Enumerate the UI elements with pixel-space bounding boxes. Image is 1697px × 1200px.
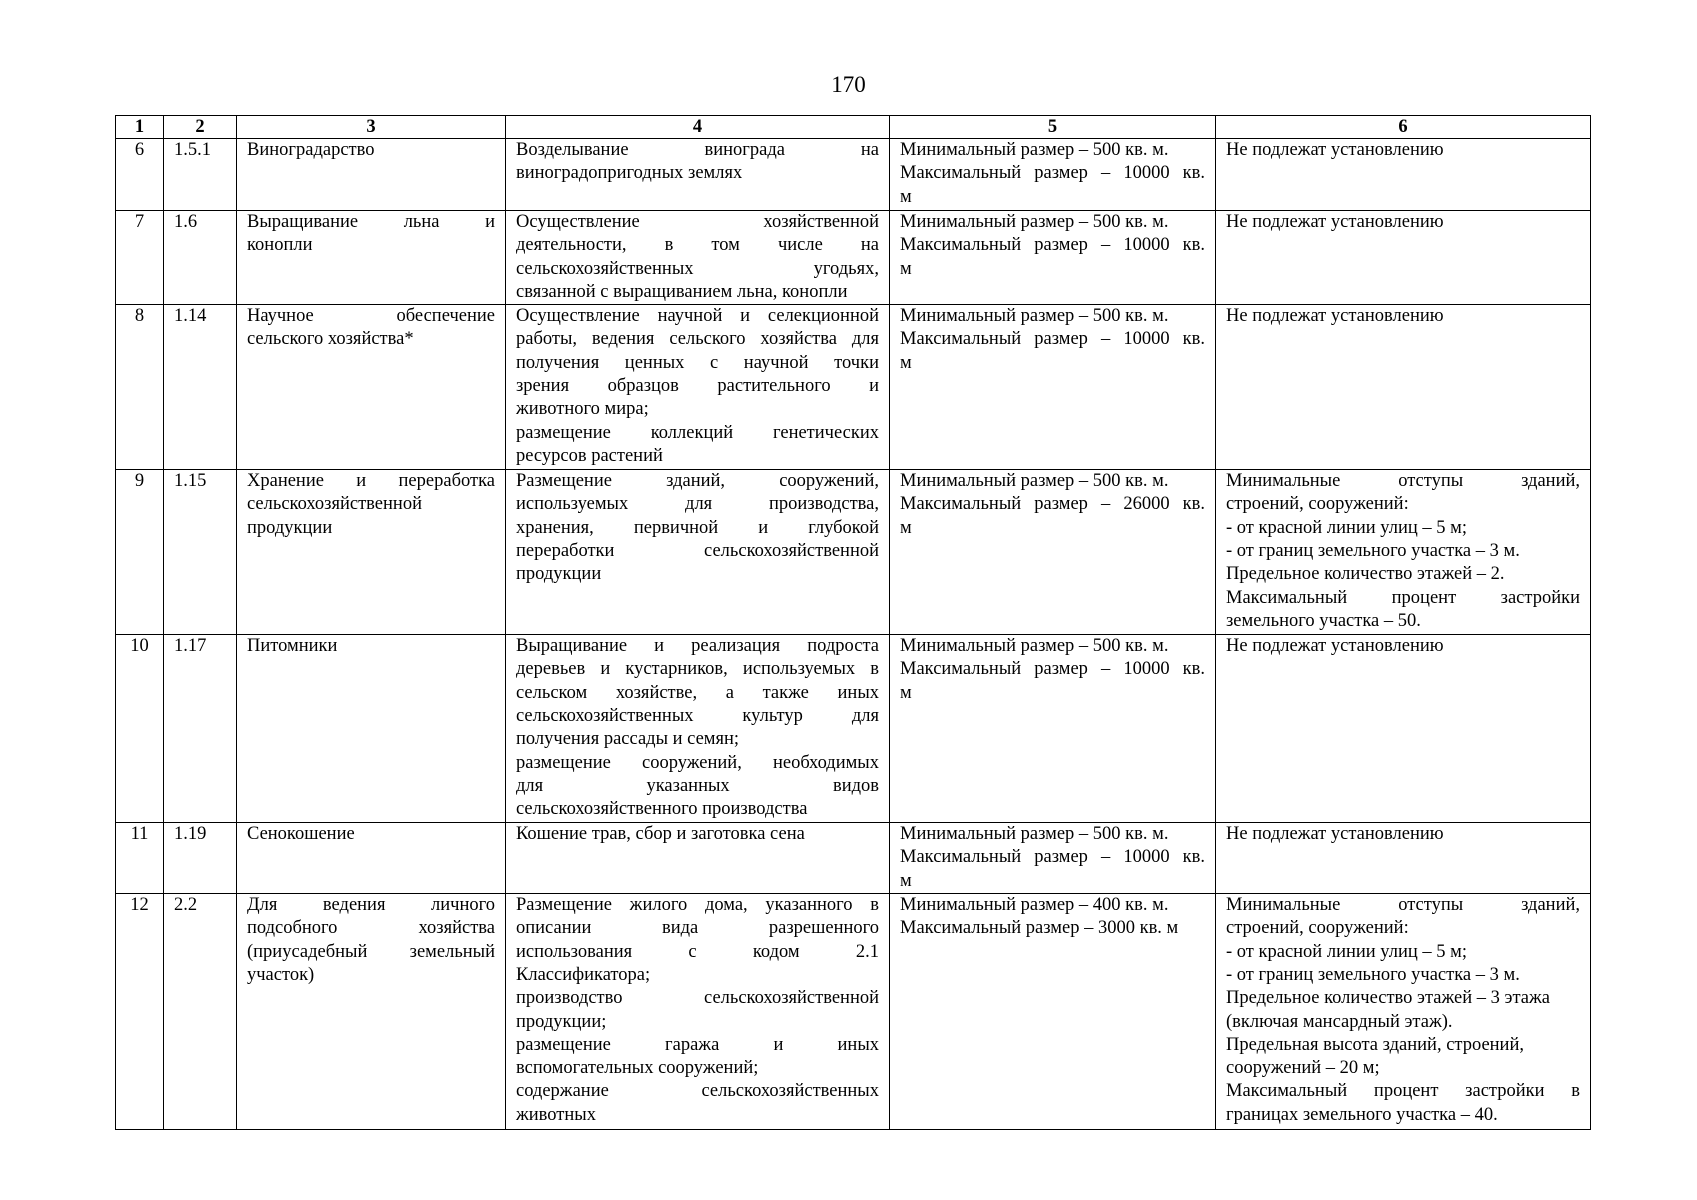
- plot-size-line: Минимальный размер – 500 кв. м.: [900, 824, 1169, 845]
- plot-size-line: Максимальный размер – 10000 кв.: [900, 659, 1205, 680]
- building-limits: [1216, 139, 1591, 211]
- land-use-description-line: зрения образцов растительного и: [516, 376, 879, 397]
- land-use-description: [506, 823, 890, 894]
- building-limits: [1216, 894, 1591, 1130]
- plot-size: [890, 211, 1216, 305]
- plot-size-line: Максимальный размер – 10000 кв.: [900, 329, 1205, 350]
- land-use-code: 1.19: [164, 823, 237, 894]
- land-use-name-line: сельскохозяйственной: [247, 494, 422, 515]
- building-limits-line: - от красной линии улиц – 5 м;: [1226, 517, 1467, 538]
- table-row: [116, 139, 1591, 211]
- plot-size-line: м: [900, 870, 912, 891]
- building-limits-line: Не подлежат установлению: [1226, 636, 1444, 657]
- land-use-description-line: используемых для производства,: [516, 494, 879, 515]
- land-use-name-line: Питомники: [247, 636, 338, 657]
- plot-size-line: м: [900, 517, 912, 538]
- land-use-description-line: деятельности, в том числе на: [516, 235, 879, 256]
- land-use-name-line: продукции: [247, 517, 333, 538]
- table-row: [116, 823, 1591, 894]
- land-use-description-line: размещение гаража и иных: [516, 1034, 879, 1055]
- building-limits-line: Предельное количество этажей – 3 этажа: [1226, 988, 1550, 1009]
- land-use-code: 2.2: [164, 894, 237, 1130]
- plot-size-line: Минимальный размер – 500 кв. м.: [900, 306, 1169, 327]
- land-use-description-line: животного мира;: [516, 399, 649, 420]
- plot-size: [890, 470, 1216, 635]
- land-use-name-line: Для ведения личного: [247, 895, 495, 916]
- land-use-description-line: производство сельскохозяйственной: [516, 988, 879, 1009]
- land-use-description: [506, 635, 890, 823]
- table-row: [116, 211, 1591, 305]
- building-limits-line: земельного участка – 50.: [1226, 610, 1421, 631]
- land-use-description: [506, 305, 890, 470]
- column-header-2: 2: [164, 116, 237, 139]
- land-use-description-line: хранения, первичной и глубокой: [516, 517, 879, 538]
- building-limits-line: строений, сооружений:: [1226, 918, 1409, 939]
- building-limits: [1216, 305, 1591, 470]
- land-use-description-line: ресурсов растений: [516, 445, 663, 466]
- building-limits-line: Не подлежат установлению: [1226, 140, 1444, 160]
- land-use-description-line: продукции;: [516, 1011, 607, 1032]
- land-use-name: [237, 305, 506, 470]
- land-use-name-line: Хранение и переработка: [247, 471, 495, 492]
- land-use-description-line: сельскохозяйственных угодьях,: [516, 258, 879, 279]
- land-use-table: [115, 115, 1591, 1130]
- land-use-description-line: переработки сельскохозяйственной: [516, 541, 879, 562]
- land-use-description-line: Осуществление научной и селекционной: [516, 306, 879, 327]
- plot-size-line: Максимальный размер – 10000 кв.: [900, 847, 1205, 868]
- land-use-description-line: Выращивание и реализация подроста: [516, 636, 879, 657]
- plot-size: [890, 305, 1216, 470]
- land-use-description-line: получения рассады и семян;: [516, 729, 740, 750]
- plot-size: [890, 635, 1216, 823]
- land-use-name: [237, 470, 506, 635]
- building-limits-line: сооружений – 20 м;: [1226, 1058, 1380, 1079]
- plot-size-line: м: [900, 186, 912, 207]
- land-use-name-line: (приусадебный земельный: [247, 941, 495, 962]
- land-use-name: [237, 823, 506, 894]
- building-limits-line: - от красной линии улиц – 5 м;: [1226, 941, 1467, 962]
- table-row: [116, 635, 1591, 823]
- land-use-name-line: Выращивание льна и: [247, 212, 495, 232]
- plot-size-line: Максимальный размер – 3000 кв. м: [900, 918, 1179, 939]
- building-limits-line: Максимальный процент застройки: [1226, 587, 1580, 608]
- land-use-name: [237, 139, 506, 211]
- column-header-3: 3: [237, 116, 506, 139]
- column-header-1: 1: [116, 116, 164, 139]
- row-number: 6: [116, 139, 164, 211]
- row-number: 10: [116, 635, 164, 823]
- land-use-description-line: животных: [516, 1104, 596, 1125]
- plot-size-line: Минимальный размер – 500 кв. м.: [900, 140, 1169, 160]
- land-use-description-line: Классификатора;: [516, 964, 651, 985]
- land-use-name-line: Виноградарство: [247, 140, 375, 160]
- building-limits: [1216, 635, 1591, 823]
- land-use-name-line: подсобного хозяйства: [247, 918, 495, 939]
- table-row: [116, 470, 1591, 635]
- building-limits: [1216, 823, 1591, 894]
- plot-size-line: Минимальный размер – 500 кв. м.: [900, 471, 1169, 492]
- building-limits-line: Минимальные отступы зданий,: [1226, 895, 1580, 916]
- building-limits: [1216, 211, 1591, 305]
- land-use-description-line: сельскохозяйственных культур для: [516, 706, 879, 727]
- land-use-code: 1.5.1: [164, 139, 237, 211]
- plot-size: [890, 894, 1216, 1130]
- building-limits-line: Не подлежат установлению: [1226, 212, 1444, 232]
- land-use-description-line: для указанных видов: [516, 775, 879, 796]
- building-limits: [1216, 470, 1591, 635]
- plot-size-line: Минимальный размер – 500 кв. м.: [900, 636, 1169, 657]
- land-use-name: [237, 211, 506, 305]
- column-header-5: 5: [890, 116, 1216, 139]
- land-use-code: 1.17: [164, 635, 237, 823]
- row-number: 11: [116, 823, 164, 894]
- land-use-description-line: размещение коллекций генетических: [516, 422, 879, 443]
- plot-size-line: м: [900, 258, 912, 279]
- building-limits-line: Максимальный процент застройки в: [1226, 1081, 1580, 1102]
- land-use-code: 1.6: [164, 211, 237, 305]
- plot-size: [890, 139, 1216, 211]
- land-use-description-line: связанной с выращиванием льна, конопли: [516, 281, 848, 302]
- building-limits-line: Предельное количество этажей – 2.: [1226, 564, 1505, 585]
- land-use-description-line: продукции: [516, 564, 602, 585]
- land-use-code: 1.15: [164, 470, 237, 635]
- plot-size: [890, 823, 1216, 894]
- land-use-name-line: сельского хозяйства*: [247, 329, 414, 350]
- land-use-description: [506, 894, 890, 1130]
- building-limits-line: Не подлежат установлению: [1226, 306, 1444, 327]
- land-use-description-line: виноградопригодных землях: [516, 163, 743, 184]
- row-number: 12: [116, 894, 164, 1130]
- land-use-description-line: содержание сельскохозяйственных: [516, 1081, 879, 1102]
- plot-size-line: м: [900, 352, 912, 373]
- table-row: [116, 894, 1591, 1130]
- building-limits-line: Предельная высота зданий, строений,: [1226, 1034, 1524, 1055]
- plot-size-line: Минимальный размер – 400 кв. м.: [900, 895, 1169, 916]
- building-limits-line: Минимальные отступы зданий,: [1226, 471, 1580, 492]
- header-row: [116, 116, 1591, 139]
- building-limits-line: - от границ земельного участка – 3 м.: [1226, 964, 1520, 985]
- land-use-description: [506, 470, 890, 635]
- land-use-description-line: вспомогательных сооружений;: [516, 1058, 759, 1079]
- land-use-name: [237, 635, 506, 823]
- land-use-description-line: размещение сооружений, необходимых: [516, 752, 879, 773]
- land-use-description-line: сельскохозяйственного производства: [516, 799, 808, 820]
- plot-size-line: м: [900, 682, 912, 703]
- land-use-description: [506, 211, 890, 305]
- building-limits-line: границах земельного участка – 40.: [1226, 1104, 1498, 1125]
- plot-size-line: Максимальный размер – 26000 кв.: [900, 494, 1205, 515]
- land-use-name-line: Сенокошение: [247, 824, 355, 845]
- column-header-4: 4: [506, 116, 890, 139]
- plot-size-line: Минимальный размер – 500 кв. м.: [900, 212, 1169, 232]
- land-use-description-line: Кошение трав, сбор и заготовка сена: [516, 824, 805, 845]
- land-use-description-line: Осуществление хозяйственной: [516, 212, 879, 232]
- land-use-description-line: Размещение жилого дома, указанного в: [516, 895, 879, 916]
- land-use-description-line: описании вида разрешенного: [516, 918, 879, 939]
- land-use-description-line: сельском хозяйстве, а также иных: [516, 682, 879, 703]
- land-use-name-line: участок): [247, 964, 315, 985]
- column-header-6: 6: [1216, 116, 1591, 139]
- page-number: 170: [831, 72, 866, 97]
- land-use-code: 1.14: [164, 305, 237, 470]
- land-use-description-line: использования с кодом 2.1: [516, 941, 879, 962]
- land-use-description-line: Размещение зданий, сооружений,: [516, 471, 879, 492]
- row-number: 9: [116, 470, 164, 635]
- building-limits-line: строений, сооружений:: [1226, 494, 1409, 515]
- land-use-description-line: получения ценных с научной точки: [516, 352, 879, 373]
- land-use-name-line: Научное обеспечение: [247, 306, 495, 327]
- plot-size-line: Максимальный размер – 10000 кв.: [900, 235, 1205, 256]
- land-use-name-line: конопли: [247, 235, 313, 256]
- table-row: [116, 305, 1591, 470]
- land-use-description-line: Возделывание винограда на: [516, 140, 879, 160]
- row-number: 8: [116, 305, 164, 470]
- building-limits-line: Не подлежат установлению: [1226, 824, 1444, 845]
- row-number: 7: [116, 211, 164, 305]
- land-use-description-line: работы, ведения сельского хозяйства для: [516, 329, 879, 350]
- land-use-description-line: деревьев и кустарников, используемых в: [516, 659, 879, 680]
- building-limits-line: (включая мансардный этаж).: [1226, 1011, 1453, 1032]
- plot-size-line: Максимальный размер – 10000 кв.: [900, 163, 1205, 184]
- land-use-description: [506, 139, 890, 211]
- building-limits-line: - от границ земельного участка – 3 м.: [1226, 541, 1520, 562]
- land-use-name: [237, 894, 506, 1130]
